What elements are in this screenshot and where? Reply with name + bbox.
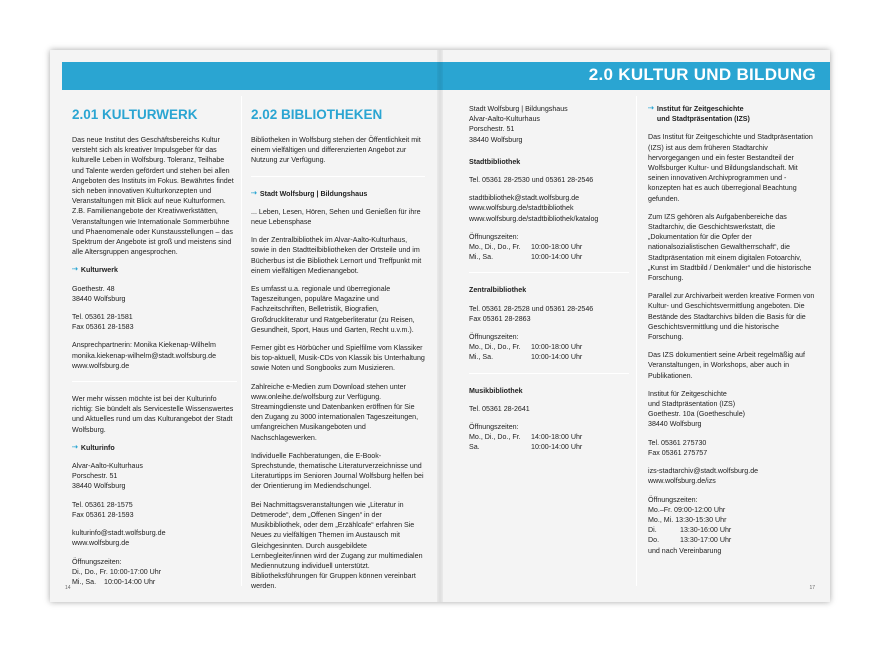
izs-phone: Tel. 05361 275730 Fax 05361 275757	[648, 438, 708, 457]
kulturinfo-hours: Öffnungszeiten: Di., Do., Fr. 10:00-17:00 Uhr Mi., Sa. 10:00-14:00 Uhr	[72, 557, 162, 586]
subheading-stadtbibliothek: Stadtbibliothek	[469, 157, 521, 166]
page-gutter	[437, 50, 443, 602]
kulturinfo-web-link[interactable]: www.wolfsburg.de	[72, 539, 130, 548]
paragraph: ... Leben, Lesen, Hören, Sehen und Genießen für ihre neue Lebensphase	[251, 207, 421, 227]
kulturinfo-email-link[interactable]: kulturinfo@stadt.wolfsburg.de	[72, 529, 166, 538]
paragraph: Individuelle Fachberatungen, die E-Book-Sprechstunde, thematische Literaturverzeichnisse und Literaturtipps im Senioren Journal Wolfsburg helfen bei der Orientierung im Mediendschungel.	[251, 451, 424, 491]
zentralbibliothek-hours: Öffnungszeiten: Mo., Di., Do., Fr. 10:00-18:00 Uhr Mi., Sa. 10:00-14:00 Uhr	[469, 333, 583, 362]
column-izs	[648, 104, 816, 556]
subheading-bildungshaus: ⇢ Stadt Wolfsburg | Bildungshaus	[251, 189, 368, 198]
kulturinfo-links	[72, 528, 237, 548]
kulturwerk-address: Goethestr. 48 38440 Wolfsburg	[72, 284, 126, 303]
paragraph: Zahlreiche e-Medien zum Download stehen unter www.onleihe.de/wolfsburg zur Verfügung. Streamingdienste und Datenbanken eröffnen für Sie den Zugang zu 3000 internationalen Tageszeitungen, umfangreichen Musikangeboten und Nachschlagewerken.	[251, 382, 419, 442]
page-number-left: 14	[65, 585, 71, 591]
page-number-right: 17	[809, 585, 815, 591]
section-title: 2.0 KULTUR UND BILDUNG	[588, 65, 816, 84]
kulturinfo-phone: Tel. 05361 28-1575 Fax 05361 28-1593	[72, 500, 134, 519]
heading-bibliotheken: 2.02 BIBLIOTHEKEN	[251, 107, 383, 122]
kulturwerk-intro: Das neue Institut des Geschäftsbereichs Kultur versteht sich als kreativer Impulsgeber für das kulturelle Leben in Wolfsburg. Toleranz, Teilhabe und Talente werden gefördert und stehen bei allen Angeboten des Instituts im Fokus. Bewährtes findet sich neben innovativen Kulturkonzepten und Veranstaltungen mit Blick auf neue Kulturformen. Z.B. Familienangebote der Kreativwerkstätten, Veranstaltungen wie Internationale Sommerbühne und Phaenomenale oder Kunstausstellungen – das Spektrum der Angebote ist groß und meistens sind alle Altersgruppen angesprochen.	[72, 136, 234, 257]
column-divider	[241, 96, 242, 586]
subheading-kulturwerk: ⇢ Kulturwerk	[72, 266, 118, 275]
kulturwerk-email-link[interactable]: monika.kiekenap-wilhelm@stadt.wolfsburg.de	[72, 351, 217, 360]
divider	[469, 272, 629, 273]
stadtbibliothek-links	[469, 193, 629, 224]
paragraph: Zum IZS gehören als Aufgabenbereiche das Stadtarchiv, die Geschichtswerkstatt, die „Dokumentation für die Opfer der nationalsozialistischen Gewaltherrschaft“, die Stadtpräsentation mit einem digitalen Fotoarchiv, „Kunst im Stadtbild / Denkmäler“ und die historische Forschung.	[648, 212, 812, 283]
kulturwerk-phone: Tel. 05361 28-1581 Fax 05361 28-1583	[72, 313, 134, 332]
divider	[469, 373, 629, 374]
izs-web-link[interactable]: www.wolfsburg.de/izs	[648, 477, 716, 486]
kulturinfo-intro: Wer mehr wissen möchte ist bei der Kulturinfo richtig: Sie bündelt als Servicestelle Wissenswertes und Aktuelles rund um das Kulturangebot der Stadt Wolfsburg.	[72, 395, 234, 434]
arrow-icon: ⇢	[72, 443, 78, 451]
kulturinfo-address: Alvar-Aalto-Kulturhaus Porschestr. 51 38440 Wolfsburg	[72, 462, 143, 491]
paragraph: Das Institut für Zeitgeschichte und Stadtpräsentation (IZS) ist aus dem früheren Stadtarchiv hervorgegangen und ein fester Bestandteil der Wolfsburger Kultur- und Bildungslandschaft. Mit seinen innovativen Archivprogrammen und -konzepten hat es auch überregional Beachtung gefunden.	[648, 133, 813, 203]
subheading-musikbibliothek: Musikbibliothek	[469, 386, 523, 395]
subheading-izs: ⇢ Institut für Zeitgeschichte und Stadtpräsentation (IZS)	[648, 105, 750, 124]
stadtbibliothek-catalog-link[interactable]: www.wolfsburg.de/stadtbibliothek/katalog	[469, 214, 599, 223]
section-banner	[62, 62, 830, 90]
izs-hours: Öffnungszeiten: Mo.–Fr. 09:00-12:00 Uhr Mo., Mi. 13:30-15:30 Uhr Di. 13:30-16:00 Uhr Do. 13:30-17:00 Uhr und nach Vereinbarung	[648, 495, 732, 555]
subheading-kulturinfo: ⇢ Kulturinfo	[72, 443, 115, 452]
stadtbibliothek-hours: Öffnungszeiten: Mo., Di., Do., Fr. 10:00-18:00 Uhr Mi., Sa. 10:00-14:00 Uhr	[469, 232, 583, 262]
column-bibliothek-adressen	[469, 104, 629, 453]
stadtbibliothek-email-link[interactable]: stadtbibliothek@stadt.wolfsburg.de	[469, 194, 580, 203]
column-divider	[636, 96, 637, 586]
column-kulturwerk	[72, 100, 237, 587]
musikbibliothek-hours: Öffnungszeiten: Mo., Di., Do., Fr. 14:00-18:00 Uhr Sa. 10:00-14:00 Uhr	[469, 423, 583, 452]
izs-address: Institut für Zeitgeschichte und Stadtpräsentation (IZS) Goethestr. 10a (Goetheschule) 38440 Wolfsburg	[648, 389, 746, 429]
divider	[72, 381, 237, 382]
heading-kulturwerk: 2.01 KULTURWERK	[72, 107, 198, 122]
subheading-zentralbibliothek: Zentralbibliothek	[469, 286, 527, 295]
kulturwerk-web-link[interactable]: www.wolfsburg.de	[72, 361, 130, 370]
paragraph: In der Zentralbibliothek im Alvar-Aalto-Kulturhaus, sowie in den Stadtteilbibliotheken der Ortsteile und im Bücherbus ist die Bibliothek Lernort und Treffpunkt mit einem vielfältigen Medienangebot.	[251, 236, 422, 275]
divider	[251, 176, 425, 177]
column-bibliotheken	[251, 100, 425, 600]
arrow-icon: ⇢	[648, 105, 654, 112]
arrow-icon: ⇢	[72, 266, 78, 274]
bibliotheken-intro: Bibliotheken in Wolfsburg stehen der Öffentlichkeit mit einem vielfältigen und differenzierten Angebot zur Nutzung zur Verfügung.	[251, 136, 421, 165]
paragraph: Das IZS dokumentiert seine Arbeit regelmäßig auf Veranstaltungen, in Workshops, aber auch in Publikationen.	[648, 351, 805, 380]
izs-links	[648, 466, 816, 486]
bildungshaus-address: Stadt Wolfsburg | Bildungshaus Alvar-Aalto-Kulturhaus Porschestr. 51 38440 Wolfsburg	[469, 105, 568, 144]
arrow-icon: ⇢	[251, 189, 257, 197]
paragraph: Es umfasst u.a. regionale und überregionale Tageszeitungen, populäre Magazine und Fachzeitschriften, Belletristik, Biografien, Großdruckliteratur und Ratgeberliteratur (zu Reisen, Gesundheit, Sport, Haus und Garten, Recht u.v.m.).	[251, 285, 415, 334]
brochure-spread	[50, 50, 830, 602]
musikbibliothek-phone: Tel. 05361 28-2641	[469, 404, 530, 413]
kulturwerk-contact: Ansprechpartnerin: Monika Kiekenap-Wilhelm monika.kiekenap-wilhelm@stadt.wolfsburg.de www.wolfsburg.de	[72, 341, 217, 370]
stadtbibliothek-web-link[interactable]: www.wolfsburg.de/stadtbibliothek	[469, 204, 574, 213]
paragraph: Ferner gibt es Hörbücher und Spielfilme vom Klassiker bis top-aktuell, Musik-CDs von Klassik bis Unterhaltung sowie Noten und Songbooks zum Musizieren.	[251, 344, 425, 373]
izs-email-link[interactable]: izs-stadtarchiv@stadt.wolfsburg.de	[648, 467, 759, 476]
stadtbibliothek-phone: Tel. 05361 28-2530 und 05361 28-2546	[469, 176, 594, 185]
paragraph: Parallel zur Archivarbeit werden kreative Formen von Kultur- und Geschichtsvermittlung angeboten. Die Bestände des Stadtarchivs bilden die Basis für die Geschichtsvermittlung und die historische Forschung.	[648, 292, 815, 342]
zentralbibliothek-phone: Tel. 05361 28-2528 und 05361 28-2546 Fax 05361 28-2863	[469, 304, 594, 323]
paragraph: Bei Nachmittagsveranstaltungen wie „Literatur in Detmerode“, dem „Offenen Singen“ in der Musikbibliothek, oder dem „Erzählcafe“ erfahren Sie Neues zu vielfältigen Themen im Austausch mit Gleichgesinnten. Durch ausgebildete Lernbegleiter/innen wird der Zugang zur multimedialen Mediennutzung individuell unterstützt. Bibliotheksführungen für Gruppen können vereinbart werden.	[251, 500, 423, 591]
